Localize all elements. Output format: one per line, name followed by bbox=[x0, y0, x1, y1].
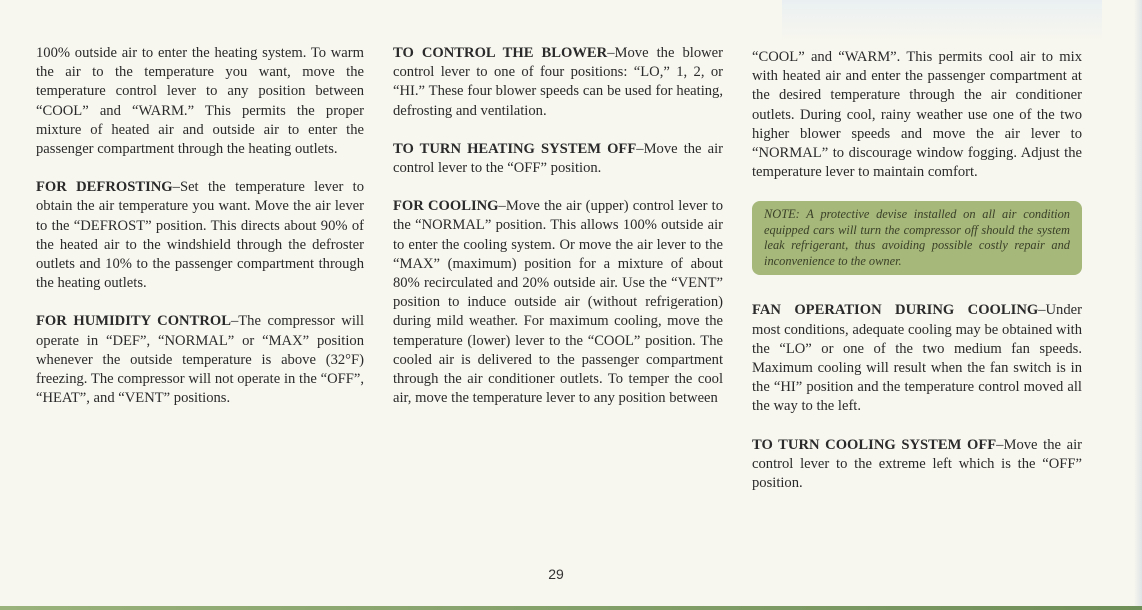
body-defrosting: –Set the temperature lever to obtain the air temperature you want. Move the air lever to the “DEFROST” position. This directs about 90% of the heated air to the windshield through the defroster outlets and 10% to the passenger compartment through the heating outlets. bbox=[36, 179, 365, 292]
heading-defrosting: FOR DEFROSTING bbox=[36, 179, 173, 196]
paragraph-heating-intro: 100% outside air to enter the heating system. To warm the air to the temperature you want, move the temperature control lever to any position between “COOL” and “WARM.” This permits the proper mixture of heated air and outside air to enter the passenger compartment through the heating outlets. bbox=[36, 45, 364, 158]
paragraph-fan-operation bbox=[752, 301, 1082, 416]
body-cooling: –Move the air (upper) control lever to the “NORMAL” position. This allows 100% outside air to enter the cooling system. Or move the air lever to the “MAX” (maximum) position for a mixture of about 80% recirculated and 20% outside air. Use the “VENT” position to induce outside air (without refrigeration) during mild weather. For maximum cooling, move the temperature (lower) lever to the “COOL” position. The cooled air is delivered to the passenger compartment through the air conditioner outlets. To temper the cool air, move the temperature lever to any position between bbox=[393, 198, 724, 407]
paragraph-heating-off bbox=[393, 140, 723, 178]
heading-fan-operation: FAN OPERATION DURING COOLING bbox=[752, 302, 1039, 319]
page-number: 29 bbox=[548, 566, 564, 582]
paragraph-cooling-continued: “COOL” and “WARM”. This permits cool air to mix with heated air and enter the passenger compartment at the desired temperature through the air conditioner outlets. During cool, rainy weather use one of the two higher blower speeds and move the air lever to “NORMAL” to discourage window fogging. Adjust the temperature lever to maintain comfort. bbox=[752, 49, 1082, 181]
paragraph-humidity-control bbox=[36, 312, 364, 408]
paragraph-defrosting bbox=[36, 178, 364, 293]
column-3 bbox=[752, 48, 1082, 512]
page-bottom-edge bbox=[0, 606, 1142, 610]
paragraph-control-blower bbox=[393, 44, 723, 121]
column-2 bbox=[393, 44, 723, 427]
heading-cooling-off: TO TURN COOLING SYSTEM OFF bbox=[752, 436, 997, 453]
heading-control-blower: TO CONTROL THE BLOWER bbox=[393, 45, 608, 61]
heading-humidity-control: FOR HUMIDITY CONTROL bbox=[36, 313, 231, 330]
body-control-blower: –Move the blower control lever to one of four positions: “LO,” 1, 2, or “HI.” These four blower speeds can be used for heating, defrosting and ventilation. bbox=[393, 45, 723, 119]
note-box: NOTE: A protective devise installed on all air condition equipped cars will turn the compressor off should the system leak refrigerant, thus avoiding possible costly repair and inconvenience to the owner. bbox=[752, 201, 1082, 275]
body-heating-off: –Move the air control lever to the “OFF” position. bbox=[393, 140, 723, 177]
paragraph-cooling-off bbox=[752, 436, 1082, 494]
body-fan-operation: –Under most conditions, adequate cooling may be obtained with the “LO” or one of the two medium fan speeds. Maximum cooling will result when the fan switch is in the “HI” position and the temperature control moved all the way to the left. bbox=[752, 302, 1082, 415]
column-1 bbox=[36, 44, 364, 427]
page-edge-shadow bbox=[1134, 0, 1142, 610]
body-humidity-control: –The compressor will operate in “DEF”, “NORMAL” or “MAX” position whenever the outside temperature is above (32°F) freezing. The compressor will not operate in the “OFF”, “HEAT”, and “VENT” positions. bbox=[36, 313, 365, 407]
body-cooling-off: –Move the air control lever to the extreme left which is the “OFF” position. bbox=[752, 436, 1082, 492]
heading-heating-off: TO TURN HEATING SYSTEM OFF bbox=[393, 140, 637, 157]
paragraph-cooling bbox=[393, 197, 723, 408]
heading-cooling: FOR COOLING bbox=[393, 198, 499, 215]
page-shading bbox=[782, 0, 1102, 40]
